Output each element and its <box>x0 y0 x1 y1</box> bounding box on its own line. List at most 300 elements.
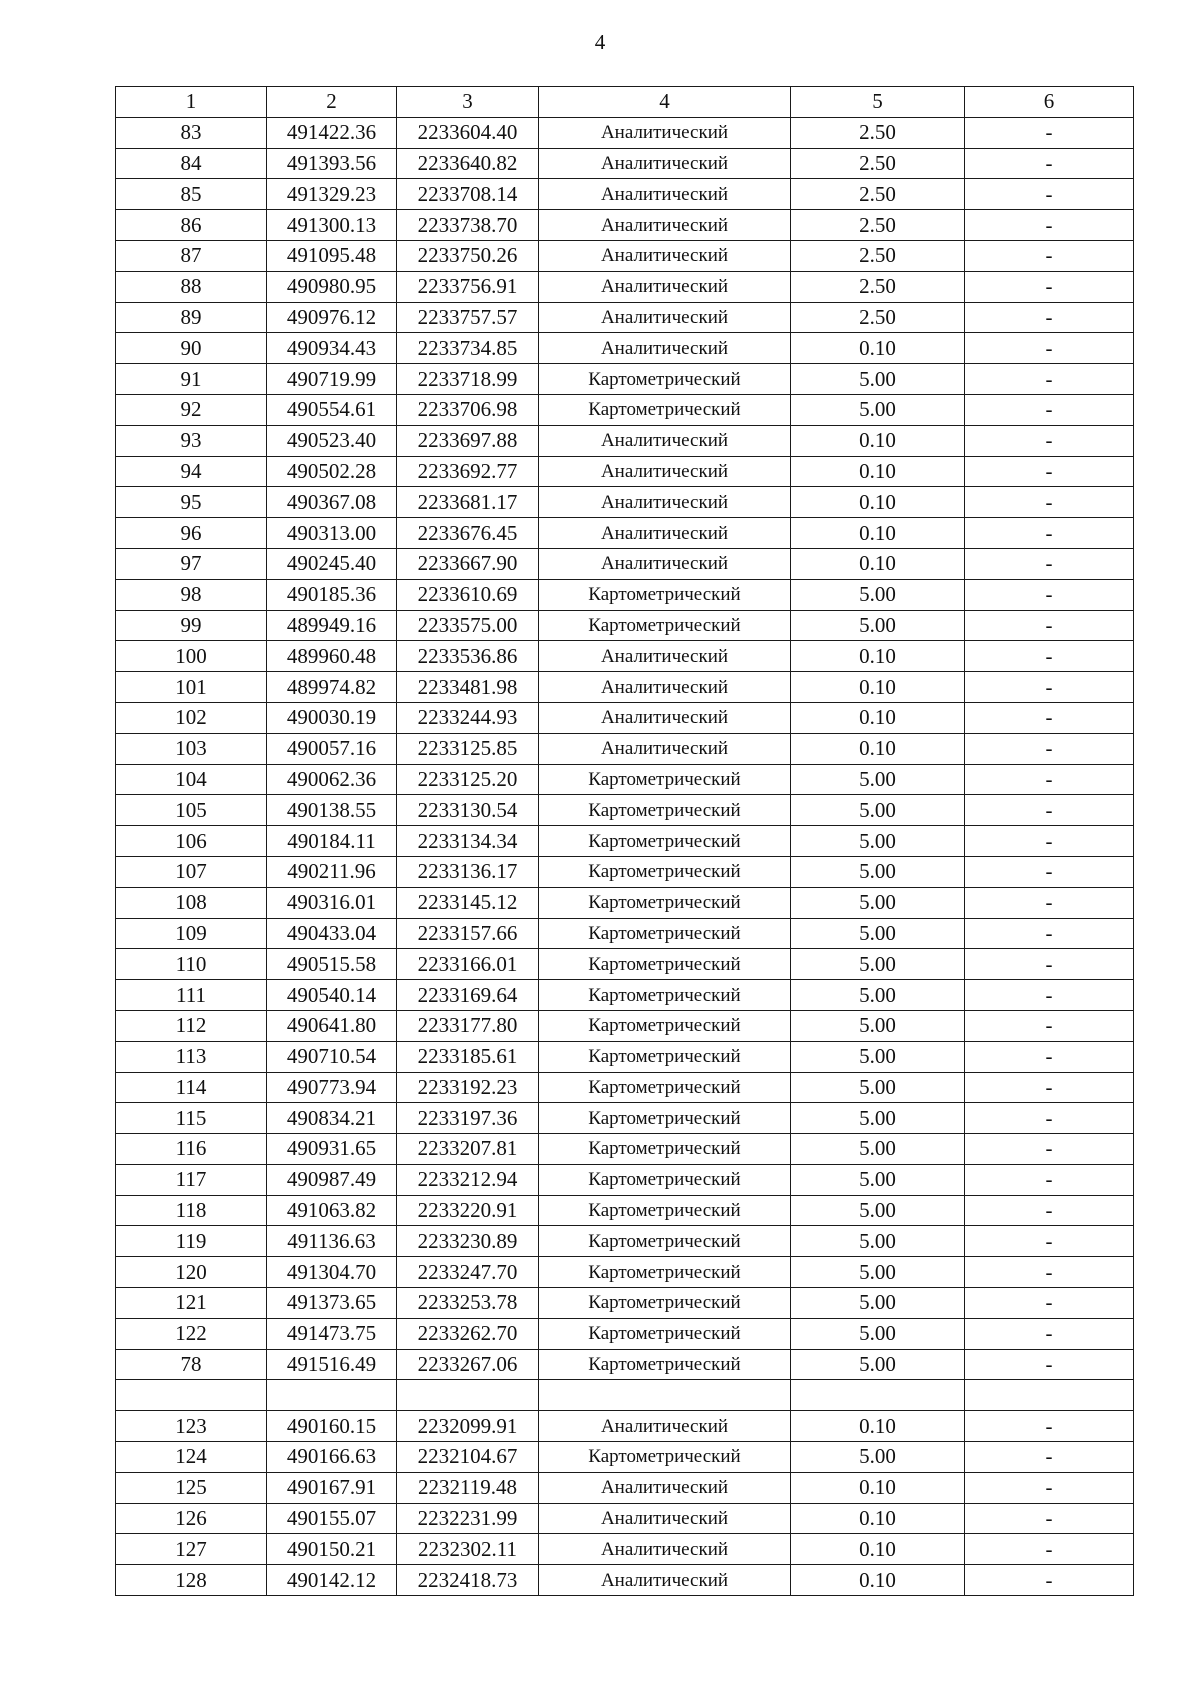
cell-point-number: 97 <box>116 548 267 579</box>
cell-note: - <box>965 271 1134 302</box>
cell-y-coordinate: 2233212.94 <box>397 1164 539 1195</box>
cell-note: - <box>965 1010 1134 1041</box>
cell-point-number: 107 <box>116 856 267 887</box>
cell-accuracy: 0.10 <box>791 1503 965 1534</box>
cell-y-coordinate: 2233130.54 <box>397 795 539 826</box>
cell-point-number: 117 <box>116 1164 267 1195</box>
coordinates-table <box>115 86 1134 1596</box>
cell-method: Картометрический <box>539 1288 791 1319</box>
header-cell-1: 1 <box>116 87 267 118</box>
cell-x-coordinate: 490502.28 <box>267 456 397 487</box>
cell-point-number: 87 <box>116 240 267 271</box>
cell-y-coordinate: 2233169.64 <box>397 980 539 1011</box>
cell-note: - <box>965 148 1134 179</box>
table-row <box>116 1195 1134 1226</box>
cell-accuracy: 2.50 <box>791 148 965 179</box>
cell-y-coordinate: 2232418.73 <box>397 1565 539 1596</box>
table-row <box>116 980 1134 1011</box>
cell-note: - <box>965 425 1134 456</box>
cell-accuracy: 5.00 <box>791 1195 965 1226</box>
cell-y-coordinate: 2233267.06 <box>397 1349 539 1380</box>
cell-point-number: 121 <box>116 1288 267 1319</box>
table-row <box>116 1103 1134 1134</box>
cell-x-coordinate: 490540.14 <box>267 980 397 1011</box>
cell-note: - <box>965 1257 1134 1288</box>
cell-y-coordinate: 2232119.48 <box>397 1472 539 1503</box>
table-row <box>116 1257 1134 1288</box>
cell-method: Картометрический <box>539 1195 791 1226</box>
table-row <box>116 117 1134 148</box>
header-cell-4: 4 <box>539 87 791 118</box>
cell-point-number: 101 <box>116 672 267 703</box>
cell-note: - <box>965 1288 1134 1319</box>
cell-x-coordinate: 491516.49 <box>267 1349 397 1380</box>
cell-point-number: 110 <box>116 949 267 980</box>
cell-accuracy: 5.00 <box>791 826 965 857</box>
table-row <box>116 518 1134 549</box>
cell-x-coordinate: 490184.11 <box>267 826 397 857</box>
cell-accuracy: 5.00 <box>791 1164 965 1195</box>
cell-x-coordinate: 491422.36 <box>267 117 397 148</box>
cell-y-coordinate: 2233610.69 <box>397 579 539 610</box>
cell-point-number: 123 <box>116 1411 267 1442</box>
cell-method: Картометрический <box>539 1010 791 1041</box>
cell-accuracy: 2.50 <box>791 271 965 302</box>
cell-method: Картометрический <box>539 1041 791 1072</box>
cell-y-coordinate: 2233136.17 <box>397 856 539 887</box>
cell-note: - <box>965 610 1134 641</box>
cell-y-coordinate: 2233125.20 <box>397 764 539 795</box>
cell-note: - <box>965 702 1134 733</box>
cell-method: Картометрический <box>539 610 791 641</box>
cell-point-number: 109 <box>116 918 267 949</box>
cell-point-number: 88 <box>116 271 267 302</box>
cell-accuracy: 0.10 <box>791 641 965 672</box>
cell-y-coordinate: 2233706.98 <box>397 394 539 425</box>
cell-x-coordinate: 490980.95 <box>267 271 397 302</box>
cell-y-coordinate: 2233125.85 <box>397 733 539 764</box>
cell-accuracy: 2.50 <box>791 117 965 148</box>
cell-accuracy <box>791 1380 965 1411</box>
cell-accuracy: 0.10 <box>791 702 965 733</box>
table-row <box>116 1288 1134 1319</box>
table-row <box>116 918 1134 949</box>
cell-note: - <box>965 518 1134 549</box>
cell-point-number: 90 <box>116 333 267 364</box>
cell-method: Аналитический <box>539 179 791 210</box>
cell-y-coordinate: 2233230.89 <box>397 1226 539 1257</box>
cell-x-coordinate: 490367.08 <box>267 487 397 518</box>
cell-note: - <box>965 1349 1134 1380</box>
header-cell-3: 3 <box>397 87 539 118</box>
cell-method: Картометрический <box>539 1442 791 1473</box>
table-row <box>116 148 1134 179</box>
cell-method: Аналитический <box>539 333 791 364</box>
cell-accuracy: 0.10 <box>791 1411 965 1442</box>
cell-method: Картометрический <box>539 364 791 395</box>
cell-y-coordinate: 2233738.70 <box>397 210 539 241</box>
cell-method <box>539 1380 791 1411</box>
cell-method: Картометрический <box>539 918 791 949</box>
cell-accuracy: 0.10 <box>791 672 965 703</box>
cell-accuracy: 5.00 <box>791 949 965 980</box>
cell-note: - <box>965 949 1134 980</box>
cell-x-coordinate: 490554.61 <box>267 394 397 425</box>
cell-x-coordinate: 490987.49 <box>267 1164 397 1195</box>
cell-accuracy: 0.10 <box>791 518 965 549</box>
table-row <box>116 579 1134 610</box>
cell-accuracy: 5.00 <box>791 1442 965 1473</box>
cell-point-number: 83 <box>116 117 267 148</box>
cell-note: - <box>965 1134 1134 1165</box>
cell-note: - <box>965 456 1134 487</box>
cell-y-coordinate: 2233750.26 <box>397 240 539 271</box>
cell-point-number: 94 <box>116 456 267 487</box>
cell-point-number: 91 <box>116 364 267 395</box>
cell-method: Аналитический <box>539 1503 791 1534</box>
table-row <box>116 1503 1134 1534</box>
cell-point-number: 99 <box>116 610 267 641</box>
cell-method: Картометрический <box>539 579 791 610</box>
table-row <box>116 487 1134 518</box>
cell-point-number: 103 <box>116 733 267 764</box>
table-row <box>116 1534 1134 1565</box>
cell-note: - <box>965 117 1134 148</box>
cell-point-number: 122 <box>116 1318 267 1349</box>
cell-note: - <box>965 1072 1134 1103</box>
cell-y-coordinate: 2233207.81 <box>397 1134 539 1165</box>
cell-accuracy: 5.00 <box>791 1072 965 1103</box>
cell-note: - <box>965 887 1134 918</box>
table-row <box>116 1380 1134 1411</box>
cell-note: - <box>965 1226 1134 1257</box>
header-cell-2: 2 <box>267 87 397 118</box>
cell-accuracy: 0.10 <box>791 333 965 364</box>
table-row <box>116 1134 1134 1165</box>
cell-y-coordinate: 2233604.40 <box>397 117 539 148</box>
cell-note <box>965 1380 1134 1411</box>
cell-point-number: 100 <box>116 641 267 672</box>
cell-note: - <box>965 1411 1134 1442</box>
cell-point-number: 104 <box>116 764 267 795</box>
cell-accuracy: 0.10 <box>791 1565 965 1596</box>
cell-note: - <box>965 548 1134 579</box>
cell-method: Аналитический <box>539 302 791 333</box>
cell-note: - <box>965 1565 1134 1596</box>
cell-y-coordinate: 2233734.85 <box>397 333 539 364</box>
cell-point-number: 92 <box>116 394 267 425</box>
cell-y-coordinate: 2232104.67 <box>397 1442 539 1473</box>
cell-x-coordinate: 491095.48 <box>267 240 397 271</box>
cell-accuracy: 5.00 <box>791 918 965 949</box>
table-row <box>116 1411 1134 1442</box>
cell-note: - <box>965 764 1134 795</box>
cell-accuracy: 5.00 <box>791 856 965 887</box>
cell-x-coordinate: 491136.63 <box>267 1226 397 1257</box>
cell-accuracy: 0.10 <box>791 456 965 487</box>
cell-method: Аналитический <box>539 672 791 703</box>
table-row <box>116 641 1134 672</box>
cell-method: Аналитический <box>539 641 791 672</box>
table-row <box>116 949 1134 980</box>
cell-accuracy: 5.00 <box>791 1349 965 1380</box>
cell-y-coordinate: 2233177.80 <box>397 1010 539 1041</box>
cell-y-coordinate: 2233481.98 <box>397 672 539 703</box>
cell-x-coordinate: 490160.15 <box>267 1411 397 1442</box>
cell-x-coordinate: 490719.99 <box>267 364 397 395</box>
cell-method: Аналитический <box>539 518 791 549</box>
cell-point-number: 125 <box>116 1472 267 1503</box>
cell-point-number: 120 <box>116 1257 267 1288</box>
cell-x-coordinate: 490316.01 <box>267 887 397 918</box>
cell-point-number: 84 <box>116 148 267 179</box>
cell-point-number: 112 <box>116 1010 267 1041</box>
cell-accuracy: 0.10 <box>791 548 965 579</box>
table-row <box>116 764 1134 795</box>
cell-x-coordinate: 491373.65 <box>267 1288 397 1319</box>
cell-y-coordinate: 2233676.45 <box>397 518 539 549</box>
cell-x-coordinate: 490142.12 <box>267 1565 397 1596</box>
cell-accuracy: 5.00 <box>791 394 965 425</box>
cell-method: Картометрический <box>539 1072 791 1103</box>
cell-accuracy: 2.50 <box>791 179 965 210</box>
cell-method: Картометрический <box>539 949 791 980</box>
header-cell-5: 5 <box>791 87 965 118</box>
cell-method: Аналитический <box>539 548 791 579</box>
cell-x-coordinate: 490155.07 <box>267 1503 397 1534</box>
cell-x-coordinate: 490931.65 <box>267 1134 397 1165</box>
cell-point-number: 115 <box>116 1103 267 1134</box>
table-row <box>116 702 1134 733</box>
cell-x-coordinate: 490166.63 <box>267 1442 397 1473</box>
cell-note: - <box>965 856 1134 887</box>
table-header <box>116 87 1134 118</box>
cell-x-coordinate: 490062.36 <box>267 764 397 795</box>
table-row <box>116 887 1134 918</box>
cell-x-coordinate: 490834.21 <box>267 1103 397 1134</box>
cell-method: Картометрический <box>539 795 791 826</box>
cell-method: Картометрический <box>539 1134 791 1165</box>
cell-point-number: 108 <box>116 887 267 918</box>
table-row <box>116 1442 1134 1473</box>
cell-method: Картометрический <box>539 826 791 857</box>
cell-y-coordinate: 2233192.23 <box>397 1072 539 1103</box>
cell-point-number <box>116 1380 267 1411</box>
cell-y-coordinate: 2232099.91 <box>397 1411 539 1442</box>
cell-note: - <box>965 302 1134 333</box>
table-row <box>116 240 1134 271</box>
cell-y-coordinate: 2233134.34 <box>397 826 539 857</box>
cell-accuracy: 5.00 <box>791 364 965 395</box>
table-row <box>116 733 1134 764</box>
cell-method: Аналитический <box>539 117 791 148</box>
cell-y-coordinate: 2233145.12 <box>397 887 539 918</box>
cell-x-coordinate: 490515.58 <box>267 949 397 980</box>
cell-note: - <box>965 1195 1134 1226</box>
cell-y-coordinate: 2233185.61 <box>397 1041 539 1072</box>
cell-accuracy: 5.00 <box>791 980 965 1011</box>
header-row <box>116 87 1134 118</box>
cell-x-coordinate: 491473.75 <box>267 1318 397 1349</box>
cell-point-number: 116 <box>116 1134 267 1165</box>
table-row <box>116 1318 1134 1349</box>
table-row <box>116 1041 1134 1072</box>
cell-point-number: 93 <box>116 425 267 456</box>
cell-note: - <box>965 1534 1134 1565</box>
cell-accuracy: 5.00 <box>791 1103 965 1134</box>
cell-accuracy: 0.10 <box>791 487 965 518</box>
table-row <box>116 425 1134 456</box>
cell-note: - <box>965 179 1134 210</box>
cell-note: - <box>965 1442 1134 1473</box>
cell-point-number: 106 <box>116 826 267 857</box>
cell-x-coordinate: 490167.91 <box>267 1472 397 1503</box>
cell-note: - <box>965 394 1134 425</box>
cell-note: - <box>965 579 1134 610</box>
cell-method: Картометрический <box>539 1226 791 1257</box>
cell-method: Аналитический <box>539 425 791 456</box>
cell-note: - <box>965 918 1134 949</box>
cell-note: - <box>965 1164 1134 1195</box>
cell-note: - <box>965 733 1134 764</box>
cell-x-coordinate: 490433.04 <box>267 918 397 949</box>
cell-accuracy: 5.00 <box>791 1134 965 1165</box>
cell-note: - <box>965 1472 1134 1503</box>
cell-y-coordinate: 2233157.66 <box>397 918 539 949</box>
cell-method: Аналитический <box>539 702 791 733</box>
cell-x-coordinate: 490057.16 <box>267 733 397 764</box>
table-row <box>116 1349 1134 1380</box>
cell-note: - <box>965 795 1134 826</box>
cell-y-coordinate: 2233667.90 <box>397 548 539 579</box>
table-row <box>116 856 1134 887</box>
cell-method: Аналитический <box>539 1565 791 1596</box>
cell-x-coordinate: 490641.80 <box>267 1010 397 1041</box>
cell-note: - <box>965 1041 1134 1072</box>
table-row <box>116 548 1134 579</box>
cell-accuracy: 5.00 <box>791 795 965 826</box>
cell-y-coordinate: 2233244.93 <box>397 702 539 733</box>
cell-point-number: 105 <box>116 795 267 826</box>
cell-point-number: 102 <box>116 702 267 733</box>
cell-method: Картометрический <box>539 764 791 795</box>
cell-point-number: 128 <box>116 1565 267 1596</box>
table-row <box>116 456 1134 487</box>
cell-accuracy: 5.00 <box>791 1288 965 1319</box>
table-row <box>116 271 1134 302</box>
cell-accuracy: 5.00 <box>791 1318 965 1349</box>
cell-accuracy: 5.00 <box>791 610 965 641</box>
cell-x-coordinate: 491304.70 <box>267 1257 397 1288</box>
table-row <box>116 394 1134 425</box>
cell-note: - <box>965 980 1134 1011</box>
cell-accuracy: 0.10 <box>791 1472 965 1503</box>
table-row <box>116 333 1134 364</box>
table-row <box>116 1164 1134 1195</box>
table-body <box>116 117 1134 1595</box>
cell-point-number: 85 <box>116 179 267 210</box>
table-row <box>116 610 1134 641</box>
table-row <box>116 302 1134 333</box>
cell-point-number: 126 <box>116 1503 267 1534</box>
header-cell-6: 6 <box>965 87 1134 118</box>
cell-accuracy: 2.50 <box>791 240 965 271</box>
cell-point-number: 124 <box>116 1442 267 1473</box>
cell-x-coordinate: 490773.94 <box>267 1072 397 1103</box>
cell-x-coordinate: 490030.19 <box>267 702 397 733</box>
cell-note: - <box>965 487 1134 518</box>
cell-point-number: 113 <box>116 1041 267 1072</box>
cell-y-coordinate: 2233718.99 <box>397 364 539 395</box>
cell-accuracy: 5.00 <box>791 764 965 795</box>
cell-point-number: 114 <box>116 1072 267 1103</box>
cell-accuracy: 5.00 <box>791 1226 965 1257</box>
cell-note: - <box>965 641 1134 672</box>
cell-x-coordinate: 490523.40 <box>267 425 397 456</box>
cell-y-coordinate: 2233166.01 <box>397 949 539 980</box>
cell-y-coordinate: 2233262.70 <box>397 1318 539 1349</box>
cell-method: Аналитический <box>539 456 791 487</box>
cell-x-coordinate: 490934.43 <box>267 333 397 364</box>
cell-note: - <box>965 672 1134 703</box>
cell-y-coordinate: 2233575.00 <box>397 610 539 641</box>
cell-note: - <box>965 826 1134 857</box>
cell-accuracy: 2.50 <box>791 302 965 333</box>
cell-method: Аналитический <box>539 210 791 241</box>
cell-x-coordinate: 490138.55 <box>267 795 397 826</box>
cell-point-number: 89 <box>116 302 267 333</box>
cell-y-coordinate <box>397 1380 539 1411</box>
cell-note: - <box>965 333 1134 364</box>
cell-x-coordinate: 490185.36 <box>267 579 397 610</box>
cell-x-coordinate: 489960.48 <box>267 641 397 672</box>
table-row <box>116 1010 1134 1041</box>
cell-point-number: 118 <box>116 1195 267 1226</box>
cell-note: - <box>965 1318 1134 1349</box>
cell-point-number: 98 <box>116 579 267 610</box>
cell-x-coordinate: 491329.23 <box>267 179 397 210</box>
cell-method: Картометрический <box>539 394 791 425</box>
cell-y-coordinate: 2232302.11 <box>397 1534 539 1565</box>
cell-method: Картометрический <box>539 1318 791 1349</box>
cell-y-coordinate: 2233757.57 <box>397 302 539 333</box>
cell-x-coordinate: 490211.96 <box>267 856 397 887</box>
cell-method: Картометрический <box>539 856 791 887</box>
cell-y-coordinate: 2233640.82 <box>397 148 539 179</box>
cell-accuracy: 0.10 <box>791 425 965 456</box>
cell-note: - <box>965 240 1134 271</box>
cell-note: - <box>965 364 1134 395</box>
cell-method: Аналитический <box>539 1534 791 1565</box>
cell-method: Аналитический <box>539 733 791 764</box>
cell-x-coordinate: 490245.40 <box>267 548 397 579</box>
table-row <box>116 795 1134 826</box>
cell-x-coordinate: 491063.82 <box>267 1195 397 1226</box>
cell-x-coordinate: 490710.54 <box>267 1041 397 1072</box>
table-row <box>116 672 1134 703</box>
cell-method: Аналитический <box>539 487 791 518</box>
cell-point-number: 127 <box>116 1534 267 1565</box>
cell-accuracy: 5.00 <box>791 1257 965 1288</box>
cell-point-number: 96 <box>116 518 267 549</box>
cell-accuracy: 5.00 <box>791 579 965 610</box>
cell-accuracy: 0.10 <box>791 1534 965 1565</box>
cell-note: - <box>965 1503 1134 1534</box>
table-row <box>116 179 1134 210</box>
cell-point-number: 86 <box>116 210 267 241</box>
table-row <box>116 826 1134 857</box>
cell-x-coordinate: 491300.13 <box>267 210 397 241</box>
